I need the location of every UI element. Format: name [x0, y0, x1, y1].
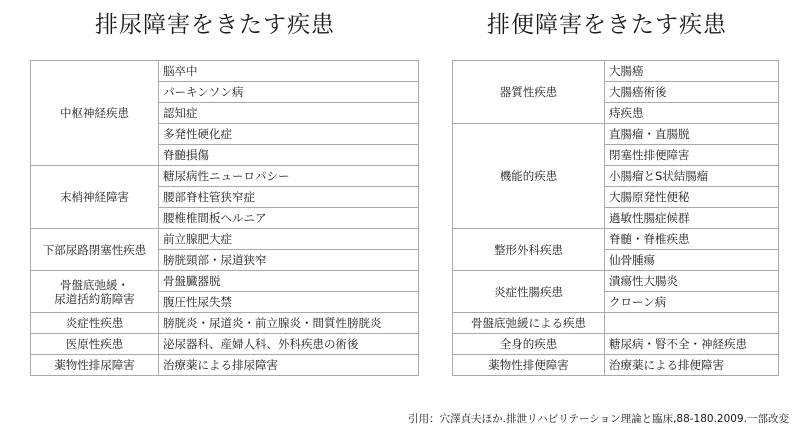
defecation-disorders-title: 排便障害をきたす疾患: [487, 12, 727, 38]
disease-cell: 直腸瘤・直腸脱: [605, 124, 779, 145]
disease-cell: 脳卒中: [159, 61, 419, 82]
disease-cell: 治療薬による排尿障害: [159, 355, 419, 376]
urination-disorders-title: 排尿障害をきたす疾患: [95, 12, 335, 38]
disease-cell: 大腸原発性便秘: [605, 187, 779, 208]
disease-cell: 糖尿病性ニューロパシー: [159, 166, 419, 187]
disease-cell: 痔疾患: [605, 103, 779, 124]
category-cell: 全身的疾患: [453, 334, 605, 355]
disease-cell: 大腸癌術後: [605, 82, 779, 103]
disease-cell: 閉塞性排便障害: [605, 145, 779, 166]
disease-cell: 過敏性腸症候群: [605, 208, 779, 229]
category-cell: 中枢神経疾患: [31, 61, 159, 166]
category-cell: 機能的疾患: [453, 124, 605, 229]
category-cell: 器質性疾患: [453, 61, 605, 124]
disease-cell: 大腸癌: [605, 61, 779, 82]
defecation-disorders-table: [452, 60, 779, 376]
table-row: [31, 166, 419, 187]
disease-cell: 骨盤臓器脱: [159, 271, 419, 292]
table-row: [453, 271, 779, 292]
category-cell: 薬物性排便障害: [453, 355, 605, 376]
urination-disorders-table: [30, 60, 419, 376]
category-cell: 薬物性排尿障害: [31, 355, 159, 376]
table-row: [453, 334, 779, 355]
category-cell: 骨盤底弛緩による疾患: [453, 313, 605, 334]
table-row: [453, 313, 779, 334]
disease-cell: 腰部脊柱管狭窄症: [159, 187, 419, 208]
disease-cell: 認知症: [159, 103, 419, 124]
category-cell: 末梢神経障害: [31, 166, 159, 229]
disease-cell: 仙骨腫瘍: [605, 250, 779, 271]
category-cell: 整形外科疾患: [453, 229, 605, 271]
table-row: [453, 229, 779, 250]
disease-cell: 多発性硬化症: [159, 124, 419, 145]
disease-cell: 脊髄損傷: [159, 145, 419, 166]
disease-cell: 膀胱頸部・尿道狭窄: [159, 250, 419, 271]
citation-text: 引用：穴澤貞夫ほか.排泄リハビリテーション理論と臨床,88-180.2009.一部改変: [408, 413, 789, 425]
disease-cell: 腹圧性尿失禁: [159, 292, 419, 313]
table-row: [453, 355, 779, 376]
table-row: [31, 313, 419, 334]
disease-cell: クローン病: [605, 292, 779, 313]
table-row: [31, 61, 419, 82]
disease-cell: 腰椎椎間板ヘルニア: [159, 208, 419, 229]
category-cell: 下部尿路閉塞性疾患: [31, 229, 159, 271]
disease-cell: パーキンソン病: [159, 82, 419, 103]
disease-cell: 前立腺肥大症: [159, 229, 419, 250]
category-cell: 骨盤底弛緩・ 尿道括約筋障害: [31, 271, 159, 313]
disease-cell: 小腸瘤とS状結腸瘤: [605, 166, 779, 187]
disease-cell: 泌尿器科、産婦人科、外科疾患の術後: [159, 334, 419, 355]
category-cell: 医原性疾患: [31, 334, 159, 355]
category-cell: 炎症性疾患: [31, 313, 159, 334]
disease-cell: [605, 313, 779, 334]
disease-cell: 糖尿病・腎不全・神経疾患: [605, 334, 779, 355]
table-row: [453, 124, 779, 145]
table-row: [31, 334, 419, 355]
category-cell: 炎症性腸疾患: [453, 271, 605, 313]
table-row: [31, 355, 419, 376]
disease-cell: 潰瘍性大腸炎: [605, 271, 779, 292]
table-row: [453, 61, 779, 82]
disease-cell: 脊髄・脊椎疾患: [605, 229, 779, 250]
disease-cell: 膀胱炎・尿道炎・前立腺炎・間質性膀胱炎: [159, 313, 419, 334]
disease-cell: 治療薬による排便障害: [605, 355, 779, 376]
table-row: [31, 229, 419, 250]
table-row: [31, 271, 419, 292]
